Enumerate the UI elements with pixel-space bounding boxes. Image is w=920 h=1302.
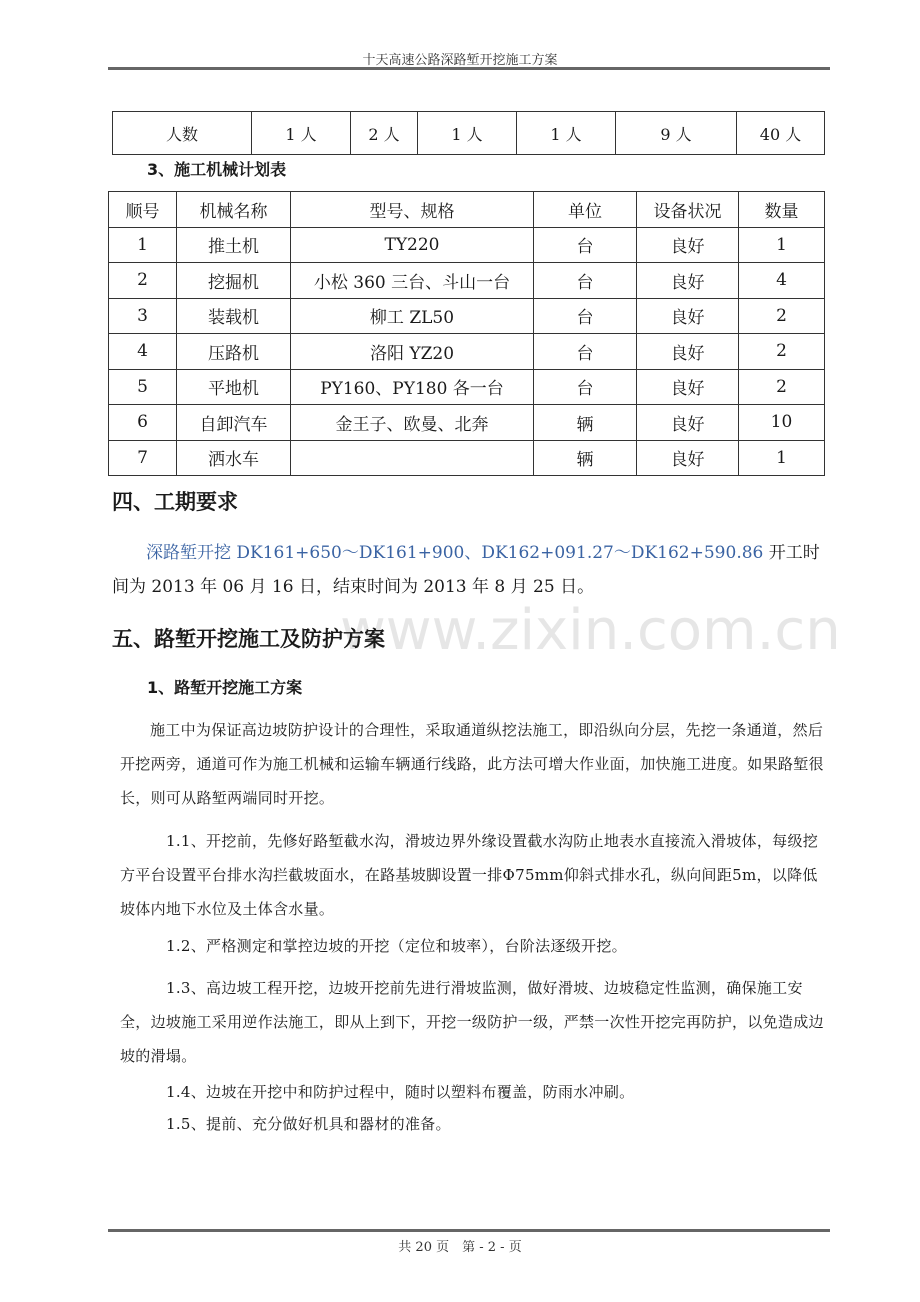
column-header: 顺号 bbox=[109, 192, 177, 228]
column-header: 单位 bbox=[534, 192, 637, 228]
table-cell: 良好 bbox=[637, 440, 739, 476]
paragraph: 施工中为保证高边坡防护设计的合理性，采取通道纵挖法施工，即沿纵向分层，先挖一条通道，然后开挖两旁，通道可作为施工机械和运输车辆通行线路，此方法可增大作业面，加快施工进度。如果路堑很长，则可从路堑两端同时开挖。 bbox=[120, 721, 824, 807]
table-cell: 2 bbox=[739, 334, 825, 370]
table-row bbox=[109, 334, 825, 370]
table-cell: 2 bbox=[109, 263, 177, 299]
personnel-table bbox=[112, 111, 825, 155]
section-5-subheading: 1、路堑开挖施工方案 bbox=[147, 678, 303, 697]
table-cell: PY160、PY180 各一台 bbox=[291, 369, 534, 405]
footer-rule bbox=[108, 1229, 830, 1232]
table-cell: 1 人 bbox=[517, 112, 616, 155]
table-cell: 3 bbox=[109, 298, 177, 334]
table-cell: 5 bbox=[109, 369, 177, 405]
section-5-heading: 五、路堑开挖施工及防护方案 bbox=[112, 627, 385, 651]
table-cell: 台 bbox=[534, 227, 637, 263]
table-cell: 辆 bbox=[534, 405, 637, 441]
table-cell: 良好 bbox=[637, 405, 739, 441]
table-cell: 装载机 bbox=[177, 298, 291, 334]
table-cell: 7 bbox=[109, 440, 177, 476]
table-cell: 1 bbox=[109, 227, 177, 263]
paragraph: 1.3、高边坡工程开挖，边坡开挖前先进行滑坡监测，做好滑坡、边坡稳定性监测，确保施工安全，边坡施工采用逆作法施工，即从上到下，开挖一级防护一级，严禁一次性开挖完再防护，以免造成边坡的滑塌。 bbox=[120, 979, 824, 1065]
table-row bbox=[109, 298, 825, 334]
table-cell: 4 bbox=[739, 263, 825, 299]
table-cell: 2 bbox=[739, 369, 825, 405]
machinery-table bbox=[108, 191, 825, 476]
table-cell: 4 bbox=[109, 334, 177, 370]
table-cell: 2 bbox=[739, 298, 825, 334]
table-cell: 1 人 bbox=[418, 112, 517, 155]
table-row bbox=[109, 405, 825, 441]
table-cell: 40 人 bbox=[737, 112, 825, 155]
table-cell: 台 bbox=[534, 298, 637, 334]
table-cell: 小松 360 三台、斗山一台 bbox=[291, 263, 534, 299]
table-cell: 6 bbox=[109, 405, 177, 441]
column-header: 设备状况 bbox=[637, 192, 739, 228]
table-cell: 压路机 bbox=[177, 334, 291, 370]
table-cell: 推土机 bbox=[177, 227, 291, 263]
column-header: 机械名称 bbox=[177, 192, 291, 228]
table-cell: 挖掘机 bbox=[177, 263, 291, 299]
table-cell: 良好 bbox=[637, 227, 739, 263]
table-cell: 柳工 ZL50 bbox=[291, 298, 534, 334]
header-rule bbox=[108, 67, 830, 70]
table-row bbox=[109, 369, 825, 405]
table-cell: TY220 bbox=[291, 227, 534, 263]
table-cell: 良好 bbox=[637, 263, 739, 299]
table-cell: 良好 bbox=[637, 334, 739, 370]
table-cell: 平地机 bbox=[177, 369, 291, 405]
table-header-row bbox=[109, 192, 825, 228]
table-cell: 洒水车 bbox=[177, 440, 291, 476]
table-cell: 自卸汽车 bbox=[177, 405, 291, 441]
paragraph: 1.2、严格测定和掌控边坡的开挖（定位和坡率），台阶法逐级开挖。 bbox=[166, 937, 627, 955]
page-header-title: 十天高速公路深路堑开挖施工方案 bbox=[362, 53, 558, 68]
table-cell: 辆 bbox=[534, 440, 637, 476]
section-4-heading: 四、工期要求 bbox=[112, 490, 238, 514]
chainage-range: 深路堑开挖 DK161+650～DK161+900、DK162+091.27～DK162+590.86 bbox=[146, 543, 764, 563]
table-row bbox=[109, 263, 825, 299]
column-header: 数量 bbox=[739, 192, 825, 228]
table-cell: 2 人 bbox=[351, 112, 418, 155]
watermark: www.zixin.com.cn bbox=[340, 598, 841, 663]
table-cell: 台 bbox=[534, 263, 637, 299]
column-header: 型号、规格 bbox=[291, 192, 534, 228]
table-row bbox=[109, 227, 825, 263]
table-row bbox=[113, 112, 825, 155]
paragraph: 1.5、提前、充分做好机具和器材的准备。 bbox=[166, 1115, 451, 1133]
paragraph: 1.1、开挖前，先修好路堑截水沟，滑坡边界外缘设置截水沟防止地表水直接流入滑坡体，每级挖方平台设置平台排水沟拦截坡面水，在路基坡脚设置一排Φ75mm仰斜式排水孔，纵向间距5m，以降低坡体内地下水位及土体含水量。 bbox=[120, 832, 819, 918]
table-cell: 1 bbox=[739, 227, 825, 263]
schedule-dates: 开工时间为 2013 年 06 月 16 日，结束时间为 2013 年 8 月 25 日。 bbox=[112, 543, 820, 597]
table-row bbox=[109, 440, 825, 476]
table-cell: 1 bbox=[739, 440, 825, 476]
table-cell: 9 人 bbox=[616, 112, 737, 155]
page-footer: 共 20 页 第 - 2 - 页 bbox=[398, 1240, 522, 1255]
machinery-heading: 3、施工机械计划表 bbox=[147, 160, 287, 179]
paragraph: 1.4、边坡在开挖中和防护过程中，随时以塑料布覆盖，防雨水冲刷。 bbox=[166, 1083, 635, 1101]
table-cell: 台 bbox=[534, 369, 637, 405]
table-cell bbox=[291, 440, 534, 476]
table-cell: 台 bbox=[534, 334, 637, 370]
table-cell: 10 bbox=[739, 405, 825, 441]
table-cell: 良好 bbox=[637, 369, 739, 405]
table-cell: 1 人 bbox=[252, 112, 351, 155]
table-cell: 洛阳 YZ20 bbox=[291, 334, 534, 370]
schedule-paragraph bbox=[112, 536, 828, 604]
table-cell: 人数 bbox=[113, 112, 252, 155]
table-cell: 良好 bbox=[637, 298, 739, 334]
table-cell: 金王子、欧曼、北奔 bbox=[291, 405, 534, 441]
